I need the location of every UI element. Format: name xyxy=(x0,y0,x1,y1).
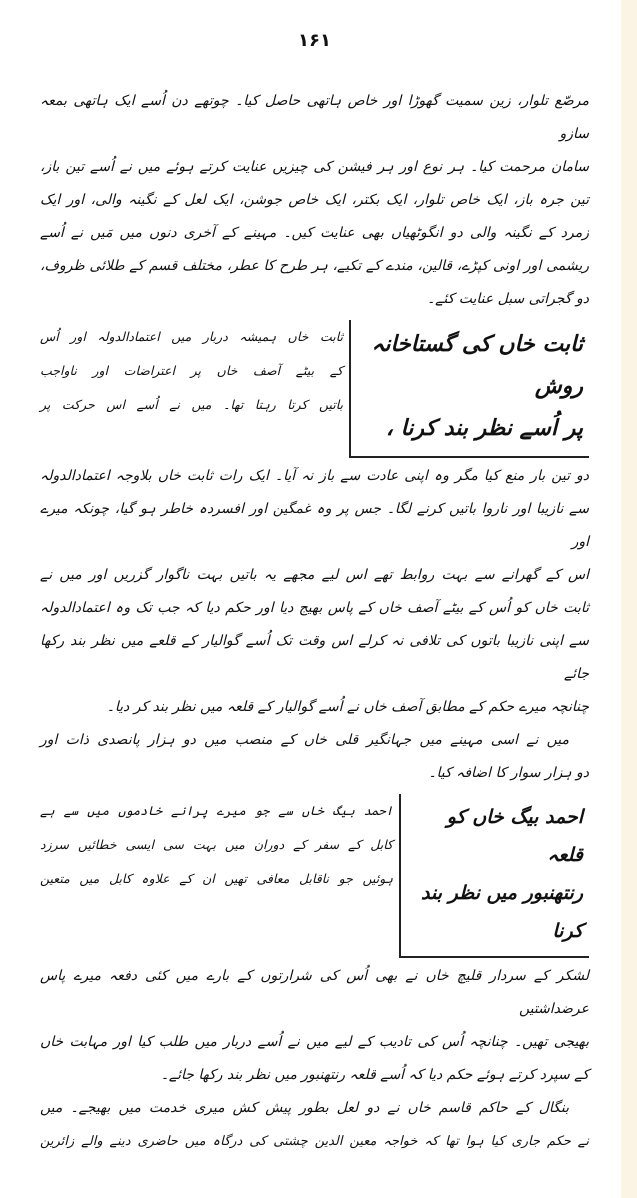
page-edge xyxy=(621,0,637,1198)
text-line: ثابت خاں ہمیشہ دربار میں اعتمادالدولہ اور اُس xyxy=(40,329,343,344)
section-1-header xyxy=(40,320,589,458)
paragraph-1 xyxy=(40,85,589,316)
text-line: سامان مرحمت کیا۔ ہر نوع اور ہر فیشن کی چیزیں عنایت کرتے ہوئے میں نے اُسے تین باز، xyxy=(40,159,589,175)
text-line: کے سپرد کرتے ہوئے حکم دیا کہ اُسے قلعہ رنتھنبور میں نظر بند رکھا جائے۔ xyxy=(160,1067,589,1083)
text-line: دو تین بار منع کیا مگر وہ اپنی عادت سے باز نہ آیا۔ ایک رات ثابت خاں بلاوجہ اعتمادالدولہ xyxy=(40,468,589,484)
text-line: ثابت خاں کو اُس کے بیٹے آصف خاں کے پاس بھیج دیا اور حکم دیا کہ جب تک وہ اعتمادالدولہ xyxy=(40,600,589,616)
text-line: باتیں کرتا رہتا تھا۔ میں نے اُسے اس حرکت پر xyxy=(40,397,343,412)
heading-line: رنتھنبور میں نظر بند کرنا xyxy=(421,882,583,942)
text-line: چنانچہ میرے حکم کے مطابق آصف خاں نے اُسے گوالیار کے قلعہ میں نظر بند کر دیا۔ xyxy=(106,699,589,715)
text-line: کے بیٹے آصف خاں پر اعتراضات اور ناواجب xyxy=(40,363,343,378)
text-line: ریشمی اور اونی کپڑے، قالین، مندے کے تکیے، ہر طرح کا عطر، مختلف قسم کے طلائی ظروف، xyxy=(40,258,589,274)
text-line: میں نے اسی مہینے میں جہانگیر قلی خاں کے منصب میں دو ہزار پانصدی ذات اور xyxy=(40,732,569,748)
section-heading-ahmad-beg-khan xyxy=(399,794,589,958)
text-line: بھیجی تھیں۔ چنانچہ اُس کی تادیب کے لیے میں نے اُسے دربار میں طلب کیا اور مہابت خاں xyxy=(40,1034,589,1050)
text-line: تین جرہ باز، ایک خاص تلوار، ایک بکتر، ایک خاص جوشن، ایک لعل کے نگینہ والی، اور ایک xyxy=(40,192,589,208)
text-line: زمرد کے نگینہ والی دو انگوٹھیاں بھی عنایت کیں۔ مہینے کے آخری دنوں میں مَیں نے اُسے xyxy=(40,225,589,241)
text-line: احمد بیگ خاں سے جو میرے پرانے خادموں میں سے ہے xyxy=(40,803,393,818)
text-line: دو ہزار سوار کا اضافہ کیا۔ xyxy=(428,765,589,781)
text-line: نے حکم جاری کیا ہوا تھا کہ خواجہ معین الدین چشتی کی درگاہ میں حاضری دینے والے زائرین xyxy=(40,1134,589,1149)
text-line: مرصّع تلوار، زین سمیت گھوڑا اور خاص ہاتھی حاصل کیا۔ چوتھے دن اُسے ایک ہاتھی بمعہ سازو xyxy=(40,93,589,142)
heading-line: احمد بیگ خاں کو قلعہ xyxy=(446,806,583,866)
text-line: بنگال کے حاکم قاسم خاں نے دو لعل بطور پیش کش میری خدمت میں بھیجے۔ میں xyxy=(40,1100,569,1116)
heading-line: پر اُسے نظر بند کرنا ، xyxy=(385,416,583,441)
section-2-side-text xyxy=(40,794,399,896)
text-line: سے اپنی نازیبا باتوں کی تلافی نہ کرلے اس وقت تک اُسے گوالیار کے قلعے میں نظر بند رکھا جائے xyxy=(40,633,589,682)
section-heading-sabit-khan xyxy=(349,320,589,458)
text-line: اس کے گھرانے سے بہت روابط تھے اس لیے مجھے یہ باتیں بہت ناگوار گزریں اور میں نے xyxy=(40,567,589,583)
section-2-header xyxy=(40,794,589,958)
heading-line: ثابت خاں کی گستاخانہ روش xyxy=(371,332,583,399)
text-line: کابل کے سفر کے دوران میں بہت سی ایسی خطائیں سرزد xyxy=(40,837,393,852)
section-1-body xyxy=(40,460,589,790)
text-line: ہوئیں جو ناقابل معافی تھیں ان کے علاوہ کابل میں متعین xyxy=(40,871,393,886)
section-1-side-text xyxy=(40,320,349,422)
text-line: لشکر کے سردار قلیچ خاں نے بھی اُس کی شرارتوں کے بارے میں کئی دفعہ میرے پاس عرضداشتیں xyxy=(40,968,589,1017)
text-line: دو گجراتی سبل عنایت کئے۔ xyxy=(426,291,589,307)
page-number: ۱۶۱ xyxy=(298,30,331,51)
section-2-body xyxy=(40,960,589,1158)
text-line: سے نازیبا اور ناروا باتیں کرنے لگا۔ جس پر وہ غمگین اور افسردہ خاطر ہو گیا، چونکہ میرے اور xyxy=(40,501,589,550)
